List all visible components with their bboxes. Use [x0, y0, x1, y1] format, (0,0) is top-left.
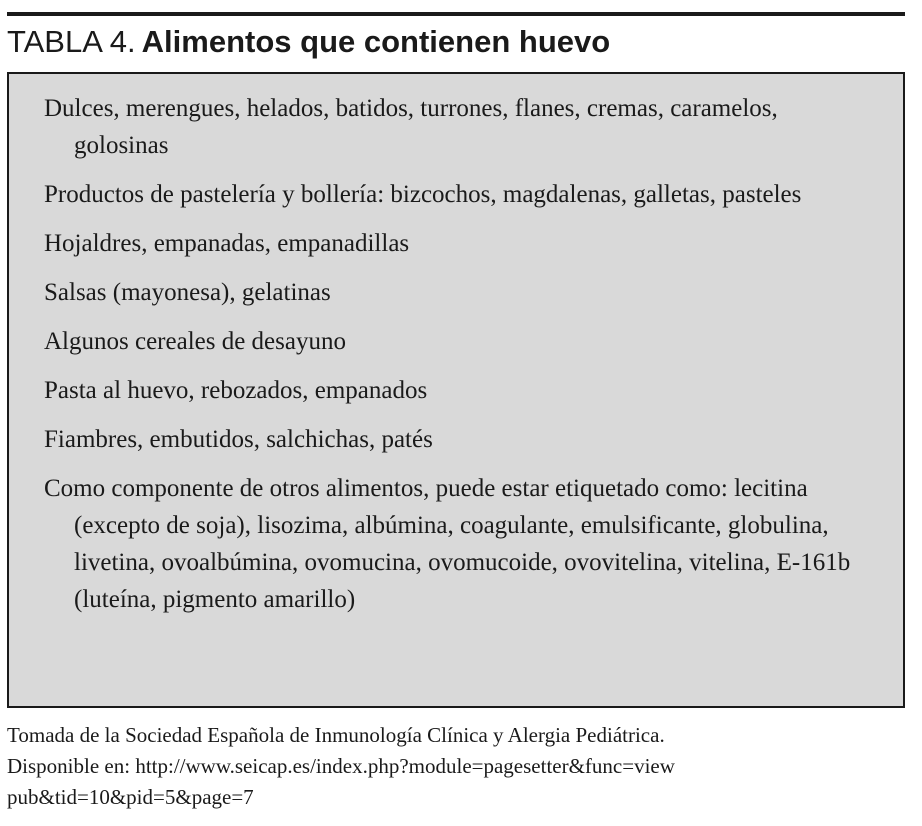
list-item: Hojaldres, empanadas, empanadillas — [44, 230, 410, 257]
list-item: Salsas (mayonesa), gelatinas — [44, 279, 331, 306]
table-box — [7, 72, 905, 708]
table-title-text: Alimentos que contienen huevo — [141, 24, 611, 59]
list-item: Fiambres, embutidos, salchichas, patés — [44, 426, 433, 453]
footnote-line: Disponible en: http://www.seicap.es/index.php?module=pagesetter&func=view — [7, 754, 675, 778]
food-list — [44, 90, 864, 630]
table-label: TABLA 4. — [7, 24, 136, 59]
footnote-line: Tomada de la Sociedad Española de Inmunología Clínica y Alergia Pediátrica. — [7, 723, 665, 747]
list-item: Dulces, merengues, helados, batidos, turrones, flanes, cremas, caramelos, golosinas — [44, 95, 778, 159]
footnote-line: pub&tid=10&pid=5&page=7 — [7, 785, 254, 809]
list-item: Algunos cereales de desayuno — [44, 328, 346, 355]
list-item: Como componente de otros alimentos, puede estar etiquetado como: lecitina (excepto de soja), lisozima, albúmina, coagulante, emulsificante, globulina, livetina, ovoalbúmina, ovomucina, ovomucoide, ovovitelina, vitelina, E-161b (luteína, pigmento amarillo) — [44, 475, 851, 613]
list-item: Productos de pastelería y bollería: bizcochos, magdalenas, galletas, pasteles — [44, 181, 802, 208]
source-footnote — [7, 720, 912, 813]
table-title — [7, 22, 610, 62]
list-item: Pasta al huevo, rebozados, empanados — [44, 377, 428, 404]
top-rule — [7, 12, 905, 16]
